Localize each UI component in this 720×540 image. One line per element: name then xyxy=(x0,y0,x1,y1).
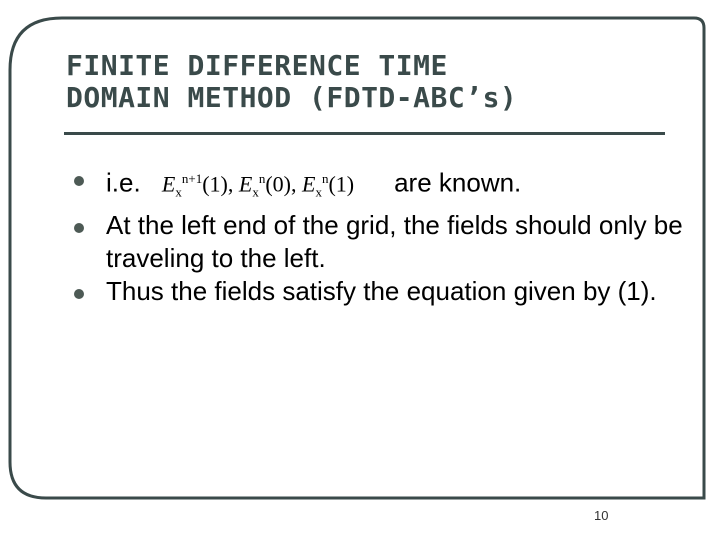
equation-fields xyxy=(162,162,354,209)
title-line-1: FINITE DIFFERENCE TIME xyxy=(66,49,448,82)
title-underline xyxy=(64,132,665,135)
title-line-2: DOMAIN METHOD (FDTD-ABC’s) xyxy=(66,81,518,114)
bullet-list xyxy=(74,162,684,308)
math-base: E xyxy=(238,171,253,197)
bullet-text: At the left end of the grid, the fields should only be traveling to the left. xyxy=(106,209,683,273)
math-sub: x xyxy=(175,184,182,200)
bullet-item-equation xyxy=(74,275,684,308)
bullet-icon xyxy=(74,176,84,186)
bullet-prefix: i.e. xyxy=(106,167,141,198)
bullet-icon xyxy=(74,223,84,233)
math-arg: (0), xyxy=(265,171,297,197)
bullet-item-known-fields xyxy=(74,162,684,209)
bullet-suffix: are known. xyxy=(394,167,522,198)
math-base: E xyxy=(161,171,176,197)
math-sup: n xyxy=(258,171,266,186)
slide-title xyxy=(66,50,666,114)
math-base: E xyxy=(301,171,316,197)
math-sup: n xyxy=(321,171,329,186)
math-arg: (1) xyxy=(328,171,355,197)
math-sub: x xyxy=(252,184,259,200)
bullet-item-left-end xyxy=(74,209,684,275)
math-arg: (1), xyxy=(202,171,234,197)
math-sup: n+1 xyxy=(181,171,203,186)
page-number: 10 xyxy=(594,508,609,523)
bullet-icon xyxy=(74,289,84,299)
bullet-text: Thus the fields satisfy the equation given by (1). xyxy=(106,275,657,306)
math-sub: x xyxy=(315,184,322,200)
